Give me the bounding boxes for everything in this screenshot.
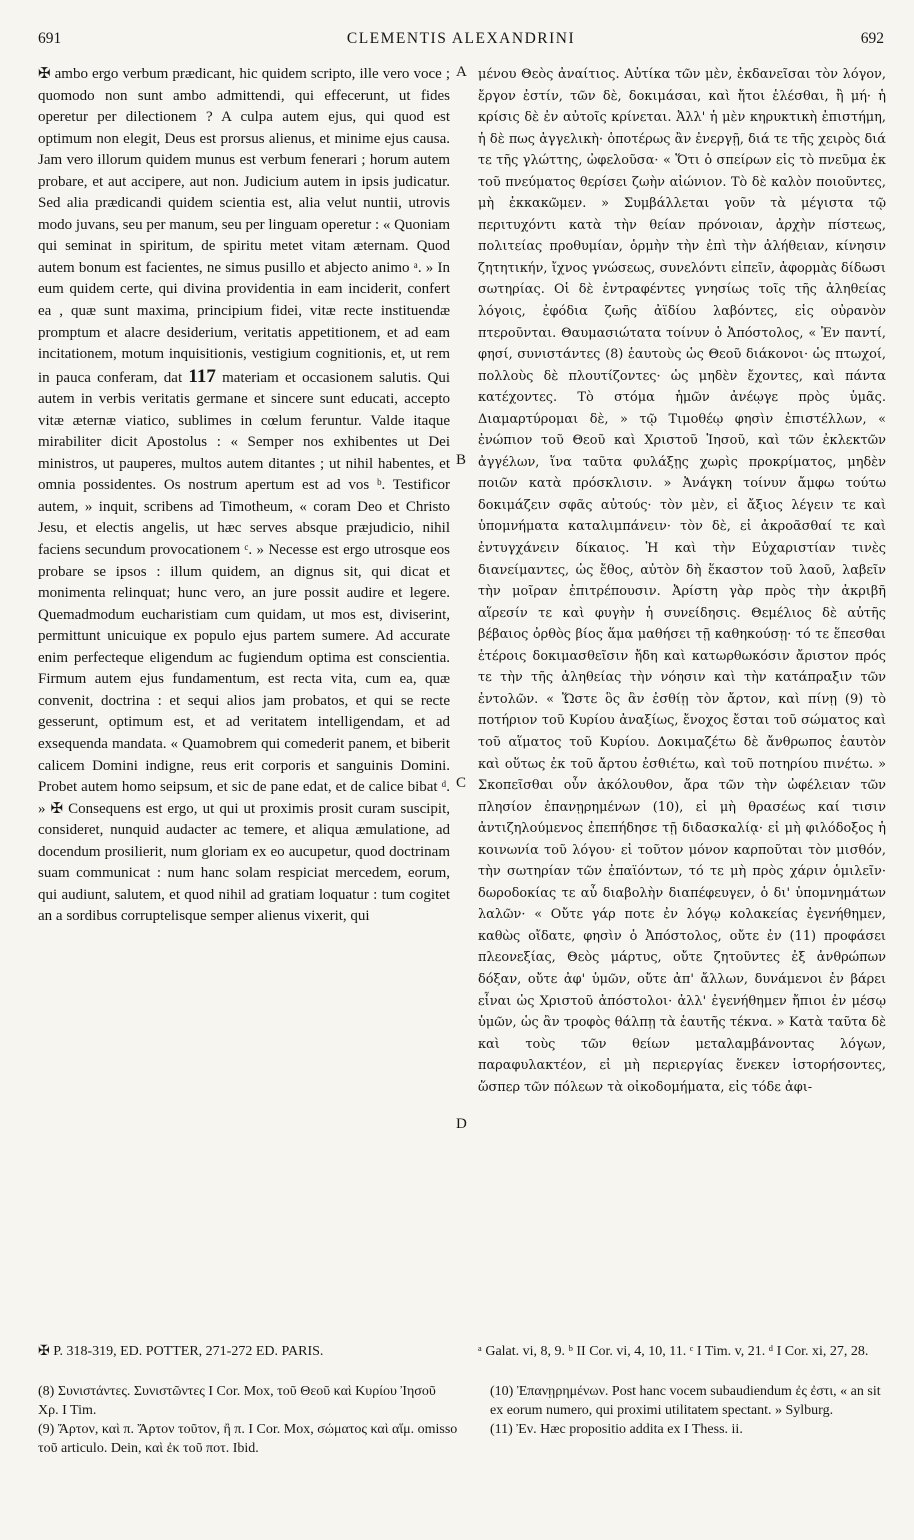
running-title: CLEMENTIS ALEXANDRINI [346, 30, 576, 47]
section-marker-c: C [456, 775, 467, 791]
edition-note: ✠ P. 318-319, ED. POTTER, 271-272 ED. PARIS. [38, 1344, 324, 1359]
note-8: (8) Συνιστάντες. Συνιστῶντες I Cor. Mox, τοῦ Θεοῦ καὶ Κυρίου Ἰησοῦ Χρ. I Tim. [38, 1384, 436, 1418]
greek-text: μένου Θεὸς ἀναίτιος. Αὐτίκα τῶν μὲν, ἐκδανεῖσαι τὸν λόγον, ἔργον ἐστίν, τῶν δὲ, δοκιμάσαι, καὶ ἤτοι ἑλέσθαι, ἢ μή· ἡ κρίσις δὲ ἐν αὐτοῖς κρίνεται. Ἀλλ' ἡ μὲν κηρυκτικὴ ἐπιστήμη, ἡ δὲ πως ἀγγελικὴ· ὁποτέρως ἂν ἐνεργῇ, διά τε τῆς χειρὸς διά τε τῆς γλώττης, ὠφελοῦσα· « Ὅτι ὁ σπείρων εἰς τὸ πνεῦμα ἐκ τοῦ πνεύματος θερίσει ζωὴν αἰώνιον. Τὸ δὲ καλὸν ποιοῦντες, μὴ ἐκκακῶμεν. » Συμβάλλεται γοῦν τὰ μέγιστα τῷ περιτυχόντι κατὰ τὴν θείαν πρόνοιαν, ἀρχὴν πίστεως, πολιτείας προθυμίαν, ὁρμὴν τὴν ἐπὶ τὴν ἀλήθειαν, κίνησιν ζητητικήν, ἴχνος γνώσεως, συνελόντι εἰπεῖν, ἀφορμὰς δίδωσι σωτηρίας. Οἱ δὲ ἐντραφέντες γνησίως τοῖς τῆς ἀληθείας λόγοις, ἐφόδια ζωῆς ἀϊδίου λαβόντες, εἰς οὐρανὸν πτεροῦνται. Θαυμασιώτατα τοίνυν ὁ Ἀπόστολος, « Ἐν παντί, φησί, συνιστάντες (8) ἑαυτοὺς ὡς Θεοῦ διάκονοι· ὡς πτωχοί, πολλοὺς δὲ πλουτίζοντες· ὡς μηδὲν ἔχοντες, καὶ πάντα κατέχοντες. Τὸ στόμα ἡμῶν ἀνέῳγε πρὸς ὑμᾶς. Διαμαρτύρομαι δὲ, » τῷ Τιμοθέῳ φησὶν ἐπιστέλλων, « ἐνώπιον τοῦ Θεοῦ καὶ Χριστοῦ Ἰησοῦ, καὶ τῶν ἐκλεκτῶν ἀγγέλων, ἵνα ταῦτα φυλάξῃς χωρὶς προκρίματος, μηδὲν ποιῶν κατὰ πρόσκλισιν. » Ἀνάγκη τοίνυν ἄμφω τούτω δοκιμάζειν σφᾶς αὐτούς· τὸν μὲν, εἰ ἄξιος λέγειν τε καὶ ὑπομνήματα καταλιμπάνειν· τὸν δὲ, εἰ ἀκροᾶσθαί τε καὶ ἐντυγχάνειν δίκαιος. Ἠ καὶ τὴν Εὐχαριστίαν τινὲς διανείμαντες, ὡς ἔθος, αὐτὸν δὴ ἕκαστον τοῦ λαοῦ, λαβεῖν τὴν μοῖραν ἐπιτρέπουσιν. Ἀρίστη γὰρ πρὸς τὴν ἀκριβῆ αἵρεσίν τε καὶ φυγὴν ἡ συνείδησις. Θεμέλιος δὲ αὐτῆς βέβαιος ὀρθὸς βίος ἅμα μαθήσει τῇ καθηκούσῃ· τό τε ἕπεσθαι ἑτέροις δοκιμασθεῖσιν ἤδη καὶ κατωρθωκόσιν ἄριστον πρός τε τὴν τῆς ἀληθείας τὴν νόησιν καὶ τὴν κατάπραξιν τῶν ἐντολῶν. « Ὥστε ὃς ἂν ἐσθίῃ τὸν ἄρτον, καὶ πίνῃ (9) τὸ ποτήριον τοῦ Κυρίου ἀναξίως, ἔνοχος ἔσται τοῦ σώματος καὶ τοῦ αἵματος τοῦ Κυρίου. Δοκιμαζέτω δὲ ἄνθρωπος ἑαυτὸν καὶ οὕτως ἐκ τοῦ ἄρτου ἐσθιέτω, καὶ τοῦ ποτηρίου πινέτω. » Σκοπεῖσθαι οὖν ἀκόλουθον, ἄρα τῶν τὴν ὠφέλειαν τῶν πλησίον ἐπανῃρημένων (10), εἰ μὴ θρασέως καί τισιν ἀντιζηλούμενος ἐπεπήδησε τῇ διδασκαλίᾳ· εἰ μὴ φιλόδοξος ἡ κοινωνία τοῦ λόγου· εἰ τοῦτον μόνον καρποῦται τὸν μισθόν, τὴν σωτηρίαν τῶν ἐπαϊόντων, τό τε μὴ πρὸς χάριν ὁμιλεῖν· δωροδοκίας τε αὖ διαβολὴν διαπέφευγεν, ὁ δι' ὑπομνημάτων λαλῶν· « Οὔτε γάρ ποτε ἐν λόγῳ κολακείας ἐγενήθημεν, καθὼς οἴδατε, φησὶν ὁ Ἀπόστολος, οὔτε ἐν (11) προφάσει πλεονεξίας, Θεὸς μάρτυς, οὔτε ζητοῦντες ἐξ ἀνθρώπων δόξαν, οὔτε ἀφ' ὑμῶν, οὔτε ἀπ' ἄλλων, δυνάμενοι ἐν βάρει εἶναι ὡς Χριστοῦ ἀπόστολοι· ἀλλ' ἐγενήθημεν ἤπιοι ἐν μέσῳ ὑμῶν, ὡς ἂν τροφὸς θάλπῃ τὰ ἑαυτῆς τέκνα. » Κατὰ ταῦτα δὲ καὶ τοὺς τῶν θείων μεταλαμβάνοντας λόγων, παραφυλακτέον, εἰ μὴ περιεργίας ἕνεκεν ἱστορήσοντες, ὥσπερ τῶν πόλεων τὰ οἰκοδομήματα, εἰς τόδε ἀφι- [478, 67, 886, 1095]
scripture-refs: ᵃ Galat. vi, 8, 9. ᵇ II Cor. vi, 4, 10, 11. ᶜ I Tim. v, 21. ᵈ I Cor. xi, 27, 28. [478, 1344, 869, 1359]
footnote-references [478, 1342, 886, 1361]
footnotes-right [490, 1382, 886, 1439]
page-header [38, 30, 884, 52]
section-marker-b: B [456, 452, 467, 468]
footnotes-left [38, 1382, 458, 1458]
section-marker-d: D [456, 1116, 467, 1132]
note-9: (9) Ἄρτον, καὶ π. Ἄρτον τοῦτον, ἢ π. I Cor. Mox, σώματος καὶ αἵμ. omisso τοῦ articulo. Dein, καὶ ἐκ τοῦ ποτ. Ibid. [38, 1422, 458, 1456]
note-10: (10) Ἐπανῃρημένων. Post hanc vocem subaudiendum ἐς ἐστι, « an sit ex eorum numero, qui proximi utilitatem spectant. » Sylburg. [490, 1384, 881, 1418]
section-marker-a: A [456, 64, 467, 80]
page-number-right: 692 [860, 30, 884, 47]
note-11: (11) Ἐν. Hæc propositio addita ex I Thess. ii. [490, 1422, 743, 1437]
latin-text-part-2: materiam et occasionem salutis. Qui autem in verbis veritatis germane et sincere sunt educati, accepto vitæ æternæ viatico, sublimes in cœlum feruntur. Valde itaque mirabiliter dicit Apostolus : « Semper nos exhibentes ut Dei ministros, ut pauperes, multos autem ditantes ; ut nihil habentes, et omnia possidentes. Os nostrum apertum est ad vos ᵇ. Testificor autem, » inquit, scribens ad Timotheum, « coram Deo et Christo Jesu, et electis angelis, ut hæc serves absque præjudicio, nihil faciens secundum provocationem ᶜ. » Necesse est ergo utrosque eos probare se ipsos : illum quidem, an dignus sit, qui dicat et monimenta relinquat; hunc vero, an jure possit audire et legere. Quemadmodum eucharistiam cum quidam, ut mos est, diviserint, permittunt unicuique ex populo ejus partem sumere. Ad accurate enim perfecteque eligendum ac fugiendum optima est conscientia. Firmum autem ejus fundamentum, est recta vita, cum ea, quæ convenit, doctrina : et sequi alios jam probatos, et qui se recte gesserunt, optimum est, et ad veritatem intelligendam, et ad exsequenda mandata. « Quamobrem qui comederit panem, et biberit calicem Domini indigne, reus erit corporis et sanguinis Domini. Probet autem homo seipsum, et sic de pane edat, et de calice bibat ᵈ. » ✠ Consequens est ergo, ut qui ut proximis prosit curam suscipit, consideret, nunquid audacter ac temere, et aliqua æmulatione, ad docendum prosilierit, num gloriam ex eo aucupetur, quod doctrinam suam communicat : num hanc solam respiciat mercedem, eorum, qui audiunt, salutem, et quod nihil ad gratiam loquatur : tum cogitet an a sordibus corruptelisque semper alienus vixerit, qui [38, 369, 450, 925]
latin-column [38, 64, 450, 928]
page-number-left: 691 [38, 30, 62, 47]
footnote-edition [38, 1342, 478, 1361]
folio-number: 117 [188, 365, 216, 387]
greek-column [478, 64, 886, 1098]
latin-text-part-1: ✠ ambo ergo verbum prædicant, hic quidem scripto, ille vero voce ; quomodo non sunt ambo admittendi, qui effecerunt, ut fides operetur per dilectionem ? A culpa autem ejus, qui quod est optimum non elegit, Deus est prorsus alienus, et minime ejus causa. Jam vero illorum quidem munus est verbum fenerari ; horum autem probare, et aut accipere, aut non. Judicium autem in ipsis judicatur. Sed alia prædicandi quidem scientia est, alia velut nuntii, utrovis modo juvans, seu per manum, seu per linguam operetur : « Quoniam qui seminat in spiritum, de spiritu metet vitam æternam. Quod autem bonum est facientes, ne simus pusillo et abjecto animo ᵃ. » In eum quidem certe, qui divina providentia in eam inciderit, confert ea , quæ sunt maxima, principium fidei, vitæ recte instituendæ promptum et alacre desiderium, veritatis appetitionem, et ad eam incitationem, motum inquisitionis, vestigium cognitionis, et, ut rem in pauca conferam, dat [38, 66, 450, 386]
latin-text [38, 64, 450, 928]
